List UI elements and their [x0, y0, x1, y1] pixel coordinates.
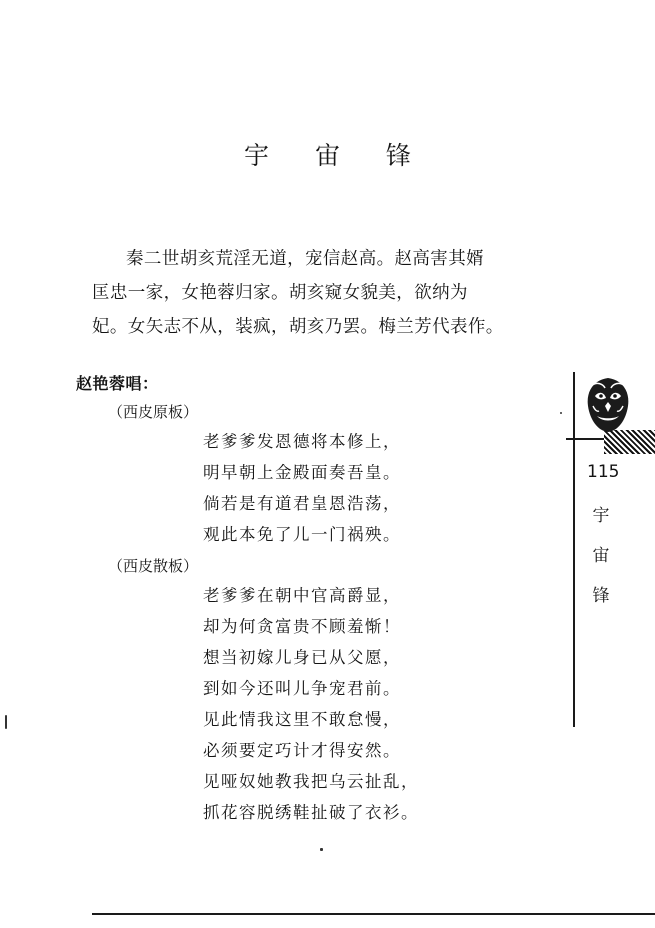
- margin-rule-vertical: [573, 372, 575, 727]
- lyric-line: 见此情我这里不敢怠慢，: [203, 710, 401, 729]
- lyric-line: 见哑奴她教我把乌云扯乱，: [203, 772, 419, 791]
- lyric-line: 到如今还叫儿争宠君前。: [203, 679, 401, 698]
- tune-label: （西皮原板）: [108, 403, 199, 421]
- opera-mask-icon: [583, 376, 633, 434]
- intro-line: 妃。女矢志不从，装疯，胡亥乃罢。梅兰芳代表作。: [92, 317, 504, 337]
- lyric-line: 明早朝上金殿面奏吾皇。: [203, 463, 401, 482]
- lyric-line: 抓花容脱绣鞋扯破了衣衫。: [203, 803, 419, 822]
- running-title-char: 宙: [592, 546, 610, 566]
- running-title: [591, 496, 611, 616]
- lyric-block: [203, 580, 419, 828]
- lyric-line: 老爹爹在朝中官高爵显，: [203, 586, 401, 605]
- running-title-char: 锋: [592, 586, 610, 606]
- lyric-line: 想当初嫁儿身已从父愿，: [203, 648, 401, 667]
- singer-heading: 赵艳蓉唱：: [76, 374, 159, 393]
- lyric-line: 却为何贪富贵不顾羞惭！: [203, 617, 401, 636]
- scan-speck: [560, 412, 562, 414]
- lyric-block: [203, 426, 401, 550]
- intro-line: 秦二世胡亥荒淫无道，宠信赵高。赵高害其婿: [126, 249, 484, 269]
- intro-paragraph: [92, 242, 532, 344]
- scan-speck: [5, 715, 7, 729]
- lyric-line: 必须要定巧计才得安然。: [203, 741, 401, 760]
- lyric-line: 倘若是有道君皇恩浩荡，: [203, 494, 401, 513]
- tune-label: （西皮散板）: [108, 557, 199, 575]
- intro-line: 匡忠一家，女艳蓉归家。胡亥窥女貌美，欲纳为: [92, 283, 468, 303]
- scan-speck: [320, 848, 323, 851]
- running-title-char: 宇: [592, 506, 610, 526]
- page-title: 宇 宙 锋: [244, 141, 430, 170]
- bottom-rule: [92, 913, 655, 915]
- page-number: 115: [587, 462, 620, 482]
- lyric-line: 观此本免了儿一门祸殃。: [203, 525, 401, 544]
- lyric-line: 老爹爹发恩德将本修上，: [203, 432, 401, 451]
